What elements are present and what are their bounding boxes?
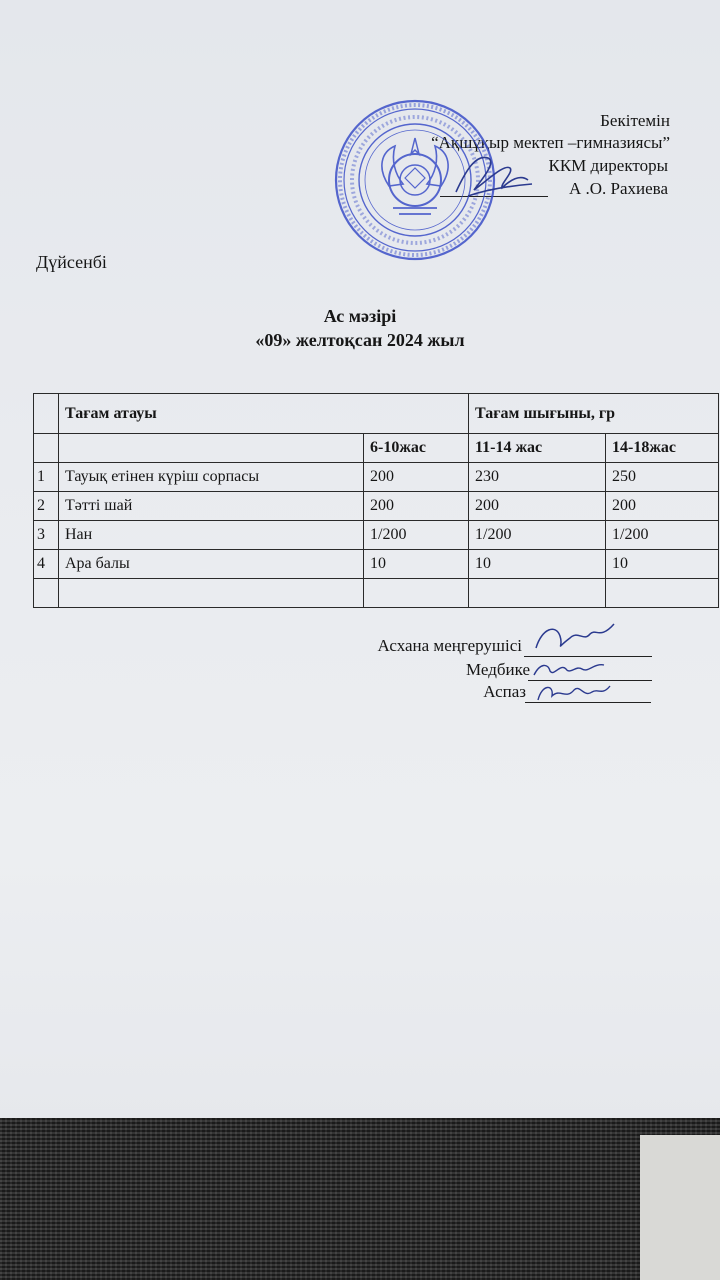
canteen-head-signature: [530, 618, 620, 658]
dish-name: Тәтті шай: [59, 492, 364, 521]
value-cell: 1/200: [364, 521, 469, 550]
table-cell: [34, 434, 59, 463]
fabric-background: [0, 1118, 720, 1280]
table-cell: [469, 579, 606, 608]
age-group-3: 14-18жас: [606, 434, 719, 463]
dish-name: Ара балы: [59, 550, 364, 579]
table-row: [34, 463, 719, 492]
row-number: 4: [34, 550, 59, 579]
age-group-1: 6-10жас: [364, 434, 469, 463]
table-row: [34, 492, 719, 521]
cook-signature: [534, 678, 614, 706]
cook-label: Аспаз: [483, 682, 526, 701]
desk-surface: [640, 1135, 720, 1280]
value-cell: 1/200: [469, 521, 606, 550]
canteen-head-label: Асхана меңгерушісі: [377, 636, 522, 655]
table-cell: [59, 579, 364, 608]
menu-title: Ас мәзірі: [323, 306, 397, 326]
table-row: [34, 521, 719, 550]
table-row: [34, 550, 719, 579]
dish-name: Нан: [59, 521, 364, 550]
table-cell: [364, 579, 469, 608]
table-cell: [59, 434, 364, 463]
value-cell: 10: [606, 550, 719, 579]
table-row-empty: [34, 579, 719, 608]
dish-name: Тауық етінен күріш сорпасы: [59, 463, 364, 492]
table-header-row: [34, 394, 719, 434]
value-cell: 1/200: [606, 521, 719, 550]
menu-date: «09» желтоқсан 2024 жыл: [255, 330, 465, 350]
table-age-row: [34, 434, 719, 463]
weekday: Дүйсенбі: [36, 252, 107, 272]
value-cell: 230: [469, 463, 606, 492]
director-signature: [448, 140, 538, 210]
table-cell: [34, 579, 59, 608]
header-dish-name: Тағам атауы: [59, 394, 469, 434]
row-number: 3: [34, 521, 59, 550]
value-cell: 200: [469, 492, 606, 521]
row-number: 1: [34, 463, 59, 492]
value-cell: 200: [364, 463, 469, 492]
value-cell: 10: [364, 550, 469, 579]
row-number: 2: [34, 492, 59, 521]
value-cell: 250: [606, 463, 719, 492]
director-position: ККМ директоры: [548, 156, 668, 175]
school-name: “Ақшұқыр мектеп –гимназиясы”: [431, 133, 670, 152]
menu-table: [33, 393, 719, 608]
table-cell: [34, 394, 59, 434]
nurse-label: Медбике: [466, 660, 530, 679]
value-cell: 200: [364, 492, 469, 521]
header-amount: Тағам шығыны, гр: [469, 394, 719, 434]
value-cell: 10: [469, 550, 606, 579]
approve-word: Бекітемін: [600, 111, 670, 130]
age-group-2: 11-14 жас: [469, 434, 606, 463]
value-cell: 200: [606, 492, 719, 521]
table-cell: [606, 579, 719, 608]
director-name: А .О. Рахиева: [568, 179, 668, 198]
